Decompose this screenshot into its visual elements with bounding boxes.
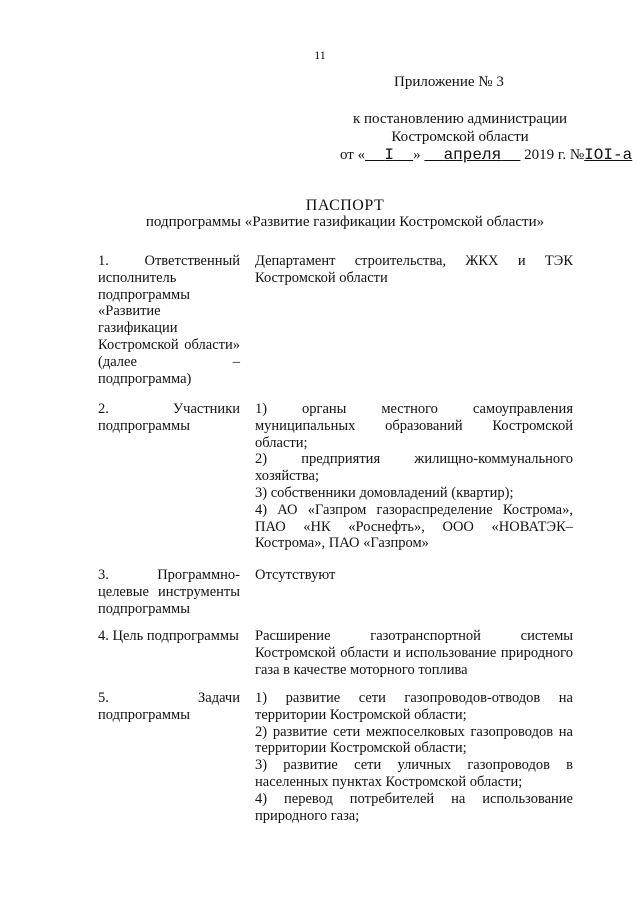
value-paragraph: 4) АО «Газпром газораспределение Кострома», ПАО «НК «Роснефть», ООО «НОВАТЭК–Кострома», ПАО «Газпром»: [255, 501, 573, 552]
value-paragraph: Расширение газотранспортной системы Костромской области и использование природного газа в качестве моторного топлива: [255, 628, 573, 678]
value-paragraph: 1) развитие сети газопроводов-отводов на территории Костромской области;: [255, 690, 573, 723]
value-paragraph: 2) развитие сети межпоселковых газопроводов на территории Костромской области;: [255, 723, 573, 757]
row-label: 3. Программно-целевые инструменты подпрограммы: [98, 567, 240, 617]
row-label: 5. Задачи подпрограммы: [98, 690, 240, 723]
row-value: [255, 690, 573, 824]
value-paragraph: 3) развитие сети уличных газопроводов в населенных пунктах Костромской области;: [255, 757, 573, 790]
row-value: [255, 253, 573, 287]
document-title: ПАСПОРТ: [305, 197, 385, 214]
date-suffix: 2019 г. №: [524, 147, 585, 163]
row-value: [255, 628, 573, 678]
decree-date-line: [340, 146, 633, 164]
row-value: [255, 567, 573, 584]
value-paragraph: 1) органы местного самоуправления муниципальных образований Костромской области;: [255, 401, 573, 451]
date-mid: »: [413, 147, 421, 163]
value-paragraph: Отсутствуют: [255, 567, 336, 583]
date-prefix: от «: [340, 147, 366, 163]
handwritten-number: IOI-а: [584, 146, 633, 164]
decree-line-2: Костромской области: [391, 129, 529, 145]
value-paragraph: Департамент строительства, ЖКХ и ТЭК Костромской области: [255, 253, 573, 286]
decree-line-1: к постановлению администрации: [352, 111, 568, 127]
value-paragraph: 2) предприятия жилищно-коммунального хозяйства;: [255, 451, 573, 485]
row-label: 2. Участники подпрограммы: [98, 401, 240, 434]
row-label: 1. Ответственный исполнитель подпрограммы «Развитие газификации Костромской области» (далее – подпрограмма): [98, 253, 240, 387]
value-paragraph: 3) собственники домовладений (квартир);: [255, 484, 514, 501]
row-label: 4. Цель подпрограммы: [98, 628, 239, 644]
page-number: 11: [314, 48, 326, 62]
handwritten-month: апреля: [443, 146, 502, 164]
handwritten-day: I: [384, 146, 394, 164]
attachment-heading: Приложение № 3: [394, 74, 504, 90]
row-value: [255, 401, 573, 552]
value-paragraph: 4) перевод потребителей на использование природного газа;: [255, 790, 573, 824]
decree-reference: [340, 110, 633, 164]
document-subtitle: подпрограммы «Развитие газификации Костромской области»: [145, 214, 545, 230]
